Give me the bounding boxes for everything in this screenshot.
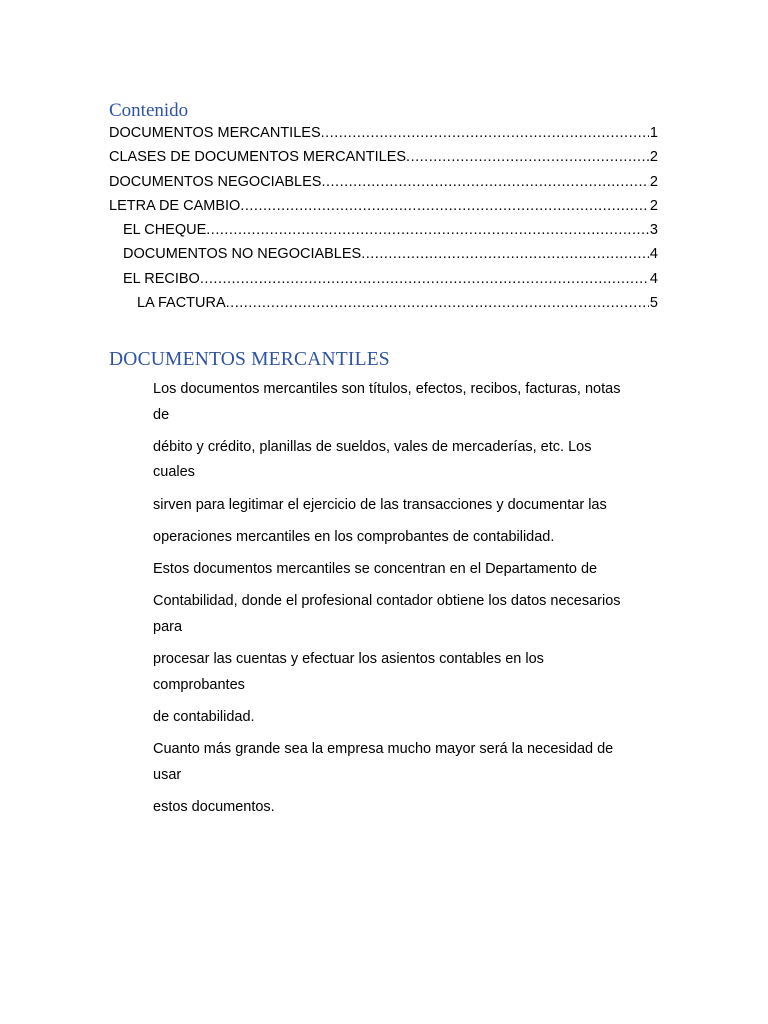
toc-entry-page: 1 (649, 125, 658, 141)
toc-leader-dots (200, 269, 649, 289)
toc-heading: Contenido (109, 100, 189, 121)
toc-entry-title: EL RECIBO (123, 270, 200, 287)
table-of-contents (109, 123, 658, 317)
toc-leader-dots (321, 123, 649, 143)
toc-entry-el-cheque[interactable] (109, 220, 658, 244)
toc-entry-letra-de-cambio[interactable] (109, 196, 658, 220)
toc-entry-documentos-mercantiles[interactable] (109, 123, 658, 147)
toc-entry-title: DOCUMENTOS MERCANTILES (109, 125, 321, 141)
section-heading: DOCUMENTOS MERCANTILES (109, 349, 390, 370)
body-paragraph: operaciones mercantiles en los comprobantes de contabilidad. (153, 528, 555, 545)
toc-entry-el-recibo[interactable] (109, 269, 658, 293)
toc-entry-title: DOCUMENTOS NO NEGOCIABLES (123, 246, 362, 263)
toc-entry-title: CLASES DE DOCUMENTOS MERCANTILES (109, 149, 407, 166)
toc-entry-page: 4 (649, 270, 658, 287)
body-paragraph: sirven para legitimar el ejercicio de las transacciones y documentar las (153, 496, 607, 513)
toc-entry-documentos-negociables[interactable] (109, 172, 658, 196)
toc-leader-dots (206, 220, 649, 240)
toc-entry-page: 5 (649, 295, 658, 312)
toc-leader-dots (240, 196, 649, 216)
toc-entry-title: EL CHEQUE (123, 222, 207, 239)
toc-leader-dots (226, 293, 649, 313)
toc-entry-documentos-no-negociables[interactable] (109, 244, 658, 268)
toc-entry-title: DOCUMENTOS NEGOCIABLES (109, 173, 322, 190)
toc-leader-dots (406, 147, 649, 167)
toc-entry-page: 2 (649, 149, 658, 166)
toc-entry-clases-de-documentos[interactable] (109, 147, 658, 171)
toc-entry-page: 2 (649, 173, 658, 190)
toc-entry-title: LA FACTURA (137, 295, 226, 312)
toc-entry-page: 3 (649, 222, 658, 239)
body-paragraph: débito y crédito, planillas de sueldos, vales de mercaderías, etc. Los cuales (153, 438, 592, 481)
section-body (153, 377, 623, 827)
body-paragraph: estos documentos. (153, 799, 275, 816)
toc-leader-dots (321, 172, 648, 192)
toc-entry-page: 4 (649, 246, 658, 263)
body-paragraph: Contabilidad, donde el profesional contador obtiene los datos necesarios para (153, 593, 621, 635)
body-paragraph: Los documentos mercantiles son títulos, efectos, recibos, facturas, notas de (153, 381, 621, 423)
body-paragraph: Cuanto más grande sea la empresa mucho mayor será la necesidad de usar (153, 741, 614, 783)
toc-entry-la-factura[interactable] (109, 293, 658, 317)
body-paragraph: procesar las cuentas y efectuar los asientos contables en los comprobantes (153, 651, 544, 693)
toc-entry-page: 2 (649, 197, 658, 214)
body-paragraph: Estos documentos mercantiles se concentran en el Departamento de (153, 561, 598, 578)
body-paragraph: de contabilidad. (153, 709, 255, 726)
toc-entry-title: LETRA DE CAMBIO (109, 197, 241, 214)
toc-leader-dots (361, 244, 649, 264)
